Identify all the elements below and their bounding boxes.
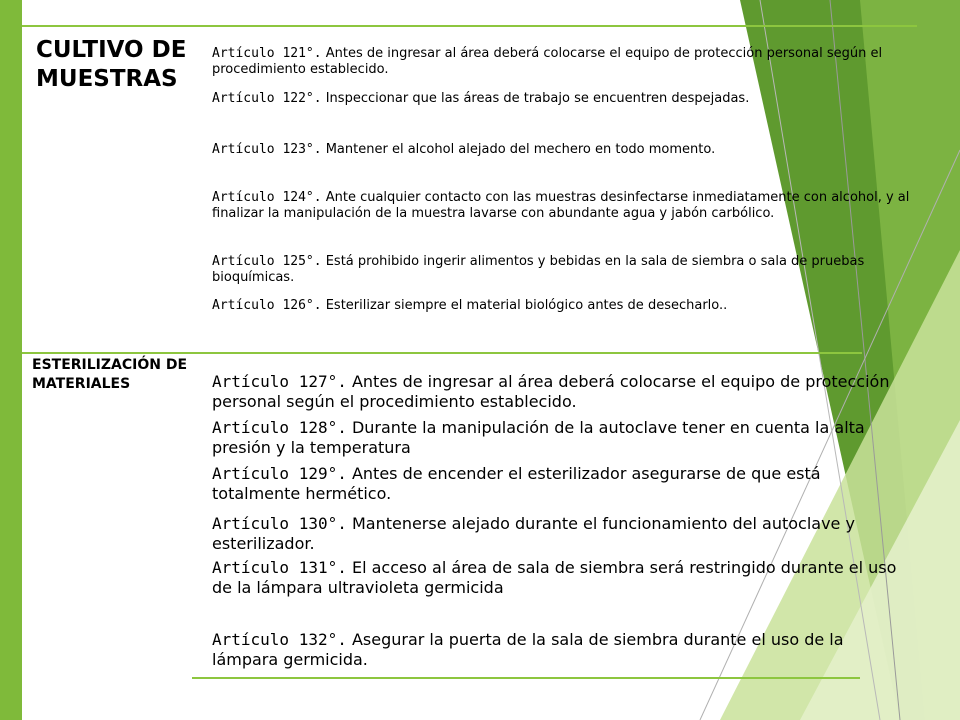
article-text: El acceso al área de sala de siembra será restringido durante el uso de la lámpara ultravioleta germicida <box>212 558 897 597</box>
article-text: Mantener el alcohol alejado del mechero en todo momento. <box>325 142 716 157</box>
article-number: Artículo 124°. <box>212 190 322 205</box>
article-text: Ante cualquier contacto con las muestras desinfectarse inmediatamente con alcohol, y al finalizar la manipulación de la muestra lavarse con abundante agua y jabón carbólico. <box>212 190 910 221</box>
table-top-rule <box>22 25 917 27</box>
article-item <box>212 142 715 158</box>
article-text: Antes de encender el esterilizador asegurarse de que está totalmente hermético. <box>212 464 821 503</box>
section-title-esterilizacion: ESTERILIZACIÓN DE MATERIALES <box>32 357 188 392</box>
article-item <box>212 558 902 598</box>
article-text: Antes de ingresar al área deberá colocarse el equipo de protección personal según el procedimiento establecido. <box>212 372 890 411</box>
article-item <box>212 418 902 458</box>
article-number: Artículo 131°. <box>212 558 347 577</box>
article-item <box>212 514 902 554</box>
article-text: Antes de ingresar al área deberá colocarse el equipo de protección personal según el procedimiento establecido. <box>212 46 883 77</box>
article-text: Inspeccionar que las áreas de trabajo se encuentren despejadas. <box>325 91 750 106</box>
article-number: Artículo 127°. <box>212 372 347 391</box>
article-number: Artículo 126°. <box>212 298 322 313</box>
article-item <box>212 630 902 670</box>
left-green-bar-shape <box>0 0 22 720</box>
article-number: Artículo 121°. <box>212 46 322 61</box>
article-text: Está prohibido ingerir alimentos y bebidas en la sala de siembra o sala de pruebas bioquímicas. <box>212 254 865 285</box>
article-number: Artículo 125°. <box>212 254 322 269</box>
article-item <box>212 46 912 78</box>
article-item <box>212 372 902 412</box>
article-number: Artículo 132°. <box>212 630 347 649</box>
article-item <box>212 91 749 107</box>
article-text: Asegurar la puerta de la sala de siembra durante el uso de la lámpara germicida. <box>212 630 844 669</box>
article-number: Artículo 129°. <box>212 464 347 483</box>
table-bottom-rule <box>192 677 860 679</box>
article-text: Esterilizar siempre el material biológico antes de desecharlo.. <box>325 298 728 313</box>
article-text: Durante la manipulación de la autoclave tener en cuenta la alta presión y la temperatura <box>212 418 865 457</box>
article-number: Artículo 123°. <box>212 142 322 157</box>
article-item <box>212 464 902 504</box>
article-number: Artículo 130°. <box>212 514 347 533</box>
table-middle-rule <box>22 352 862 354</box>
article-number: Artículo 122°. <box>212 91 322 106</box>
article-item <box>212 254 912 286</box>
article-item <box>212 190 912 222</box>
article-text: Mantenerse alejado durante el funcionamiento del autoclave y esterilizador. <box>212 514 855 553</box>
article-item <box>212 298 727 314</box>
section-title-cultivo: CULTIVO DE MUESTRAS <box>36 37 187 92</box>
article-number: Artículo 128°. <box>212 418 347 437</box>
